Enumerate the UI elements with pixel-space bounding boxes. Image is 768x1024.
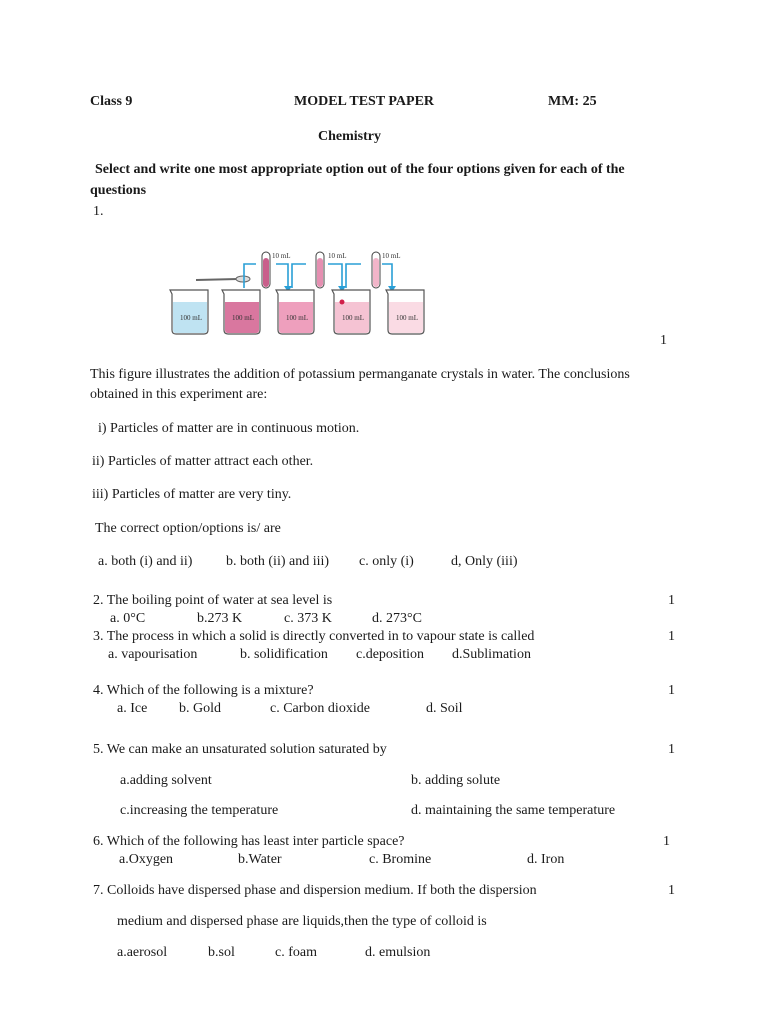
q1-option-c: c. only (i) <box>359 554 414 569</box>
permanganate-crystal <box>340 300 345 305</box>
instructions-line-1: Select and write one most appropriate option out of the four options given for each of the <box>95 162 625 177</box>
tube-label-3: 10 mL <box>382 252 401 260</box>
q7-option-a: a.aerosol <box>117 945 168 960</box>
arrow-3 <box>292 264 306 288</box>
q2-marks: 1 <box>668 593 675 608</box>
q1-marks: 1 <box>660 333 667 348</box>
q3-option-b: b. solidification <box>240 647 328 662</box>
beakers <box>170 290 424 334</box>
q4-option-d: d. Soil <box>426 701 463 716</box>
tube-label-2: 10 mL <box>328 252 347 260</box>
q4-option-c: c. Carbon dioxide <box>270 701 370 716</box>
q3-text: 3. The process in which a solid is directly converted in to vapour state is called <box>93 629 535 644</box>
q3-option-d: d.Sublimation <box>452 647 531 662</box>
q2-text: 2. The boiling point of water at sea level is <box>93 593 333 608</box>
q7-marks: 1 <box>668 883 675 898</box>
q6-option-c: c. Bromine <box>369 852 432 867</box>
q4-marks: 1 <box>668 683 675 698</box>
q1-prompt: The correct option/options is/ are <box>95 521 281 536</box>
q4-option-b: b. Gold <box>179 701 221 716</box>
q7-text-line-1: 7. Colloids have dispersed phase and dispersion medium. If both the dispersion <box>93 883 537 898</box>
q5-option-d: d. maintaining the same temperature <box>411 803 616 818</box>
beaker-label-2: 100 mL <box>232 314 254 322</box>
q6-option-a: a.Oxygen <box>119 852 174 867</box>
q1-statement-1: i) Particles of matter are in continuous motion. <box>98 421 360 436</box>
q1-statement-3: iii) Particles of matter are very tiny. <box>92 487 292 502</box>
q5-option-c: c.increasing the temperature <box>120 803 279 818</box>
q1-option-a: a. both (i) and ii) <box>98 554 193 569</box>
q5-text: 5. We can make an unsaturated solution saturated by <box>93 742 387 757</box>
q2-option-c: c. 373 K <box>284 611 332 626</box>
q3-option-a: a. vapourisation <box>108 647 198 662</box>
arrow-5 <box>346 264 361 288</box>
q2-option-b: b.273 K <box>197 611 243 626</box>
q1-statement-2: ii) Particles of matter attract each other. <box>92 454 314 469</box>
q1-option-d: d, Only (iii) <box>451 554 518 569</box>
q5-marks: 1 <box>668 742 675 757</box>
max-marks: MM: 25 <box>548 94 597 109</box>
q1-text-line-2: obtained in this experiment are: <box>90 387 268 402</box>
beaker-label-5: 100 mL <box>396 314 418 322</box>
subject-title: Chemistry <box>318 129 381 144</box>
spatula-scoop <box>236 276 250 282</box>
q4-option-a: a. Ice <box>117 701 148 716</box>
q4-text: 4. Which of the following is a mixture? <box>93 683 314 698</box>
q5-option-a: a.adding solvent <box>120 773 212 788</box>
q7-option-b: b.sol <box>208 945 235 960</box>
instructions-line-2: questions <box>90 183 147 198</box>
beaker-label-1: 100 mL <box>180 314 202 322</box>
q1-text-line-1: This figure illustrates the addition of potassium permanganate crystals in water. The conclusions <box>90 367 630 382</box>
q2-option-a: a. 0°C <box>110 611 146 626</box>
arrow-2 <box>276 264 288 288</box>
q6-option-b: b.Water <box>238 852 282 867</box>
q2-option-d: d. 273°C <box>372 611 422 626</box>
q1-number: 1. <box>93 204 104 219</box>
q6-text: 6. Which of the following has least inter particle space? <box>93 834 405 849</box>
beaker-label-4: 100 mL <box>342 314 364 322</box>
q6-marks: 1 <box>663 834 670 849</box>
beaker-label-3: 100 mL <box>286 314 308 322</box>
q1-option-b: b. both (ii) and iii) <box>226 554 330 569</box>
q3-marks: 1 <box>668 629 675 644</box>
paper-title: MODEL TEST PAPER <box>294 94 435 109</box>
q5-option-b: b. adding solute <box>411 773 501 788</box>
spatula-handle <box>196 279 238 280</box>
q7-text-line-2: medium and dispersed phase are liquids,then the type of colloid is <box>117 914 487 929</box>
class-label: Class 9 <box>90 94 133 109</box>
tube-label-1: 10 mL <box>272 252 291 260</box>
q6-option-d: d. Iron <box>527 852 565 867</box>
arrow-6 <box>382 264 392 288</box>
arrow-4 <box>328 264 342 288</box>
q7-option-c: c. foam <box>275 945 317 960</box>
q7-option-d: d. emulsion <box>365 945 431 960</box>
q3-option-c: c.deposition <box>356 647 425 662</box>
kmno4-dilution-figure <box>166 244 438 336</box>
